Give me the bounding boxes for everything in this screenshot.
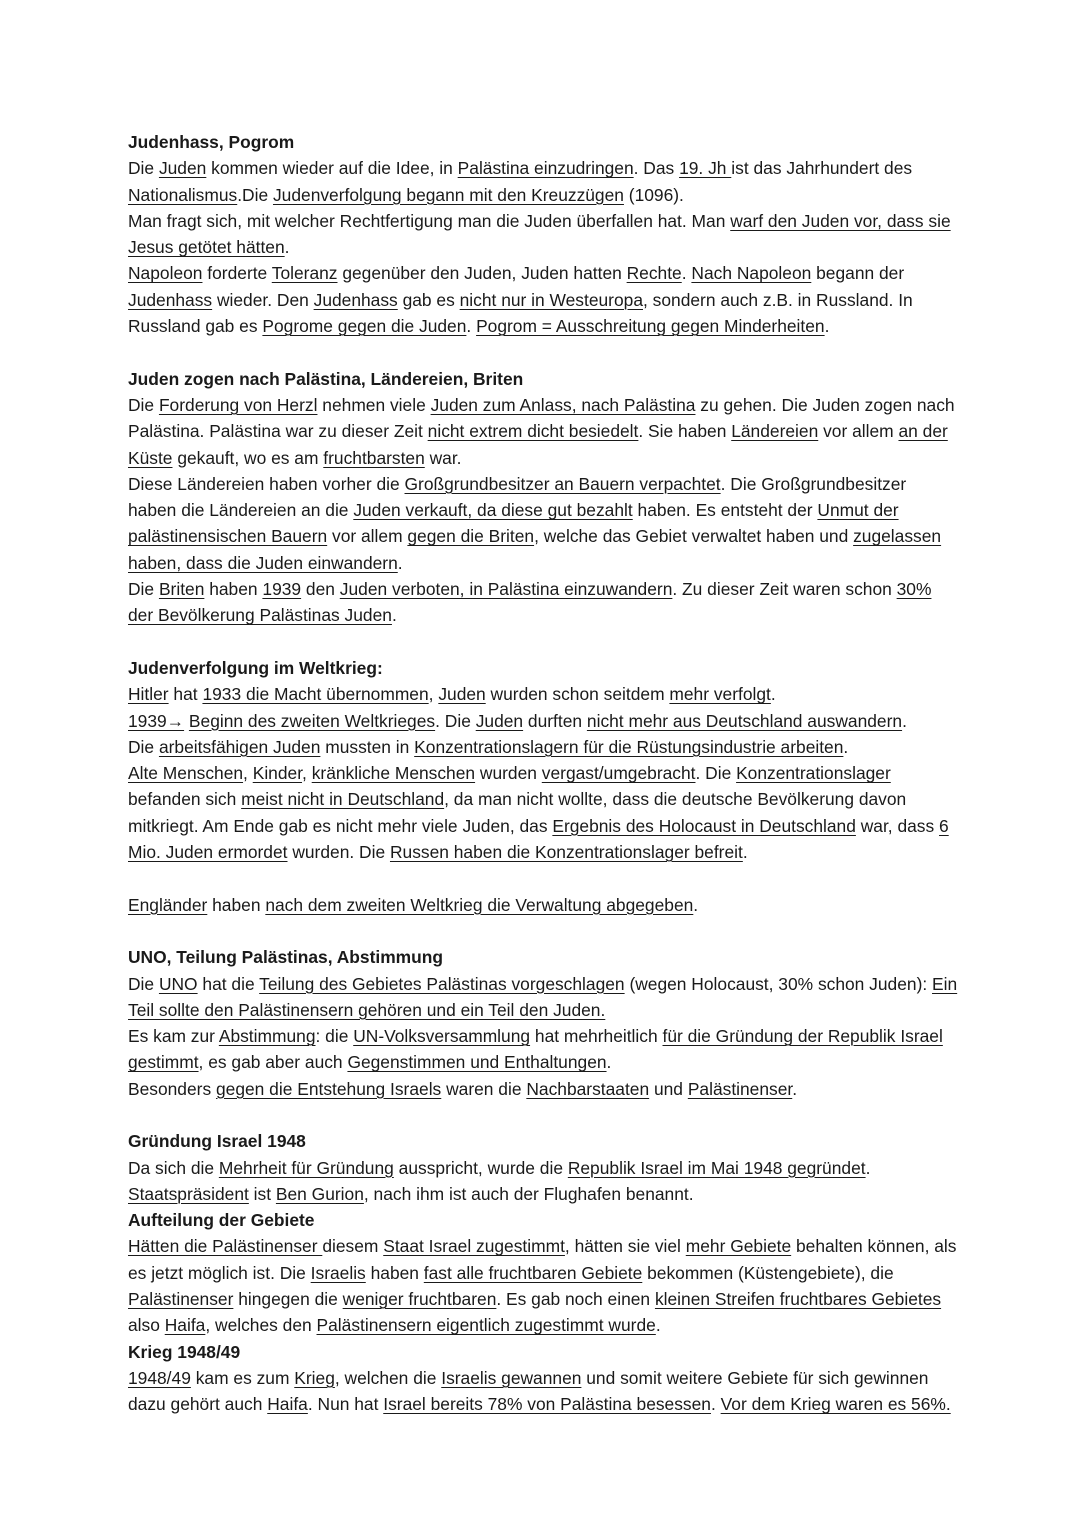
underlined-text: Israel bereits 78% von Palästina besessen <box>383 1394 711 1415</box>
section-3 <box>128 892 958 918</box>
text-run: hingegen die <box>233 1289 343 1310</box>
text-run: Man fragt sich, mit welcher Rechtfertigung man die Juden überfallen hat. Man <box>128 210 731 231</box>
text-run: . Das <box>633 158 680 179</box>
paragraph <box>128 708 958 734</box>
text-run: . <box>397 552 403 573</box>
text-run: Diese Ländereien haben vorher die <box>128 473 405 494</box>
underlined-text: kränkliche Menschen <box>311 763 476 784</box>
text-run: wurden. Die <box>287 842 390 863</box>
underlined-text: Nationalismus <box>128 184 238 205</box>
underlined-text: Staat Israel zugestimmt <box>383 1236 565 1257</box>
text-run: .Die <box>237 184 273 205</box>
paragraph <box>128 1155 958 1181</box>
text-run: und somit weitere Gebiete für sich gewinnen dazu gehört auch <box>128 1367 929 1415</box>
text-run: Besonders <box>128 1078 216 1099</box>
text-run: . <box>606 1052 612 1073</box>
text-run: . <box>865 1157 871 1178</box>
text-run: war, dass <box>855 815 940 836</box>
section-heading: Krieg 1948/49 <box>128 1341 241 1362</box>
underlined-text: gegen die Briten <box>407 526 535 547</box>
text-run: begann der <box>811 263 905 284</box>
paragraph <box>128 1181 958 1207</box>
text-run: (1096). <box>623 184 684 205</box>
paragraph <box>128 760 958 865</box>
text-run: durften <box>523 710 587 731</box>
text-run: haben. Es entsteht der <box>632 500 818 521</box>
underlined-text: Israelis gewannen <box>441 1367 582 1388</box>
underlined-text: Ländereien <box>731 421 819 442</box>
underlined-text: kleinen Streifen fruchtbares Gebietes <box>654 1289 942 1310</box>
text-run: haben <box>207 894 266 915</box>
text-run: wurden schon seitdem <box>485 684 670 705</box>
underlined-text: meist nicht in Deutschland <box>241 789 445 810</box>
text-run: behalten können, als es jetzt möglich ist. Die <box>128 1236 957 1283</box>
underlined-text: UN-Volksversammlung <box>353 1026 531 1047</box>
text-run: waren die <box>441 1078 527 1099</box>
underlined-text: Juden <box>475 710 524 731</box>
text-run: . <box>284 237 290 258</box>
underlined-text: 1939 <box>262 579 302 600</box>
text-run: (wegen Holocaust, 30% schon Juden): <box>624 973 933 994</box>
text-run: ausspricht, wurde die <box>393 1157 568 1178</box>
text-run: forderte <box>202 263 272 284</box>
paragraph <box>128 471 958 576</box>
paragraph <box>128 734 958 760</box>
underlined-text: Staatspräsident <box>128 1183 249 1204</box>
underlined-text: Judenverfolgung begann mit den Kreuzzügen <box>272 184 624 205</box>
paragraph <box>128 1233 958 1338</box>
text-run: : die <box>315 1026 354 1047</box>
underlined-text: Palästina einzudringen <box>457 158 634 179</box>
underlined-text: Hitler <box>128 684 169 705</box>
section-heading: Juden zogen nach Palästina, Ländereien, Briten <box>128 368 524 389</box>
text-run: Die <box>128 394 159 415</box>
text-run: , <box>243 763 253 784</box>
section-1 <box>128 366 958 629</box>
text-run: . Die <box>435 710 476 731</box>
text-run: kommen wieder auf die Idee, in <box>206 158 458 179</box>
text-run: ist <box>248 1183 276 1204</box>
section-6 <box>128 1207 958 1338</box>
underlined-text: 1948/49 <box>128 1367 191 1388</box>
text-run: . <box>770 684 776 705</box>
text-run: und <box>649 1078 688 1099</box>
underlined-text: Vor dem Krieg waren es 56%. <box>720 1394 951 1415</box>
underlined-text: Haifa <box>164 1315 206 1336</box>
underlined-text: mehr Gebiete <box>685 1236 792 1257</box>
underlined-text: arbeitsfähigen Juden <box>158 736 321 757</box>
text-run: nehmen viele <box>317 394 431 415</box>
underlined-text: nach dem zweiten Weltkrieg die Verwaltung abgegeben <box>265 894 694 915</box>
document-page <box>128 129 958 1418</box>
underlined-text: Ein Teil sollte den Palästinensern gehören und ein Teil den Juden. <box>128 973 958 1020</box>
section-2 <box>128 655 958 865</box>
underlined-text: warf den Juden vor, dass sie Jesus getötet hätten <box>128 210 951 258</box>
underlined-text: Pogrome gegen die Juden <box>262 316 467 337</box>
underlined-text: Toleranz <box>271 263 338 284</box>
section-heading: Gründung Israel 1948 <box>128 1131 306 1152</box>
text-run: vor allem <box>327 526 408 547</box>
underlined-text: fast alle fruchtbaren Gebiete <box>423 1262 643 1283</box>
text-run: . Es gab noch einen <box>496 1289 655 1310</box>
text-run: , nach ihm ist auch der Flughafen benannt. <box>363 1183 694 1204</box>
underlined-text: Judenhass <box>128 289 213 310</box>
text-run: wieder. Den <box>212 289 314 310</box>
section-heading: Judenverfolgung im Weltkrieg: <box>128 657 383 678</box>
underlined-text: Juden zum Anlass, nach Palästina <box>430 394 696 415</box>
paragraph <box>128 155 958 208</box>
text-run: also <box>128 1315 165 1336</box>
underlined-text: Mehrheit für Gründung <box>218 1157 394 1178</box>
text-run: , hätten sie viel <box>564 1236 686 1257</box>
text-run: haben <box>365 1262 424 1283</box>
text-run: . Die Großgrundbesitzer haben die Ländereien an die <box>128 473 907 521</box>
underlined-text: nicht extrem dicht besiedelt <box>427 421 639 442</box>
underlined-text: Beginn des zweiten Weltkrieges <box>188 710 436 731</box>
text-run: . <box>391 605 397 626</box>
underlined-text: Juden verboten, in Palästina einzuwandern <box>339 579 673 600</box>
underlined-text: für die Gründung der Republik Israel gestimmt <box>128 1026 943 1073</box>
text-run: ist das Jahrhundert des <box>731 158 913 179</box>
underlined-text: Krieg <box>294 1367 335 1388</box>
text-run: . Nun hat <box>307 1394 384 1415</box>
text-run: , <box>302 763 312 784</box>
section-heading: Judenhass, Pogrom <box>128 132 295 152</box>
paragraph <box>128 1076 958 1102</box>
text-run: . <box>792 1078 798 1099</box>
underlined-text: Juden verkauft, da diese gut bezahlt <box>353 500 633 521</box>
text-run: , da man nicht wollte, dass die deutsche Bevölkerung davon mitkriegt. Am Ende gab es nicht mehr viele Juden, das <box>128 789 907 836</box>
section-heading: UNO, Teilung Palästinas, Abstimmung <box>128 947 444 968</box>
underlined-text: vergast/umgebracht <box>541 763 696 784</box>
underlined-text: Kinder <box>252 763 303 784</box>
underlined-text: Ben Gurion <box>275 1183 364 1204</box>
underlined-text: an der Küste <box>128 421 948 468</box>
underlined-text: Alte Menschen <box>128 763 244 784</box>
text-run: . Die <box>695 763 737 784</box>
paragraph <box>128 260 958 339</box>
text-run: den <box>301 579 340 600</box>
text-run: . <box>681 263 692 284</box>
paragraph <box>128 1023 958 1076</box>
text-run: war. <box>424 447 462 468</box>
underlined-text: Konzentrationslager <box>736 763 891 784</box>
underlined-text: Hätten die Palästinenser <box>128 1236 323 1257</box>
paragraph <box>128 892 958 918</box>
text-run: hat mehrheitlich <box>530 1026 663 1047</box>
underlined-text: Großgrundbesitzer an Bauern verpachtet <box>404 473 721 494</box>
underlined-text: nicht mehr aus Deutschland auswandern <box>586 710 903 731</box>
underlined-text: Palästinenser <box>128 1289 234 1310</box>
paragraph <box>128 392 958 471</box>
section-7 <box>128 1339 958 1418</box>
text-run: , <box>428 684 439 705</box>
underlined-text: Juden <box>158 158 207 179</box>
text-run: bekommen (Küstengebiete), die <box>642 1262 894 1283</box>
underlined-text: Nachbarstaaten <box>526 1078 650 1099</box>
text-run: , welchen die <box>334 1367 442 1388</box>
paragraph <box>128 208 958 261</box>
text-run: vor allem <box>818 421 899 442</box>
text-run: . <box>902 710 907 731</box>
underlined-text: nicht nur in Westeuropa <box>459 289 643 310</box>
underlined-text: 30% der Bevölkerung Palästinas Juden <box>128 579 932 626</box>
text-run: diesem <box>322 1236 384 1257</box>
text-run: Die <box>128 973 159 994</box>
text-run: zu gehen. Die Juden zogen nach Palästina. Palästina war zu dieser Zeit <box>128 394 955 442</box>
paragraph <box>128 681 958 707</box>
underlined-text: Engländer <box>128 894 208 915</box>
text-run: . <box>655 1315 661 1336</box>
text-run: , welche das Gebiet verwaltet haben und <box>534 526 854 547</box>
underlined-text: Russen haben die Konzentrationslager befreit <box>389 842 743 863</box>
underlined-text: fruchtbarsten <box>323 447 425 468</box>
underlined-text: Nach Napoleon <box>691 263 812 284</box>
text-run: , welches den <box>205 1315 317 1336</box>
text-run: kam es zum <box>190 1367 295 1388</box>
text-run: gekauft, wo es am <box>172 447 324 468</box>
underlined-text: Haifa <box>267 1394 308 1415</box>
text-run: hat <box>168 684 203 705</box>
text-run: . <box>710 1394 721 1415</box>
text-run: gegenüber den Juden, Juden hatten <box>337 263 627 284</box>
underlined-text: Pogrom = Ausschreitung gegen Minderheiten <box>476 316 825 337</box>
text-run: Die <box>128 158 159 179</box>
underlined-text: Rechte <box>626 263 682 284</box>
underlined-text: Teilung des Gebietes Palästinas vorgeschlagen <box>259 973 625 994</box>
underlined-text: Konzentrationslagern für die Rüstungsindustrie arbeiten <box>414 736 844 757</box>
underlined-text: Forderung von Herzl <box>158 394 318 415</box>
underlined-text: Palästinensern eigentlich zugestimmt wurde <box>316 1315 656 1336</box>
section-heading: Aufteilung der Gebiete <box>128 1210 315 1231</box>
underlined-text: weniger fruchtbaren <box>342 1289 497 1310</box>
text-run: . <box>466 316 477 337</box>
section-5 <box>128 1128 958 1207</box>
underlined-text: gegen die Entstehung Israels <box>215 1078 442 1099</box>
underlined-text: Judenhass <box>313 289 398 310</box>
text-run: Die <box>128 736 159 757</box>
underlined-text: mehr verfolgt <box>669 684 771 705</box>
text-run: . <box>693 894 699 915</box>
section-0 <box>128 129 958 339</box>
text-run: . <box>843 736 849 757</box>
paragraph <box>128 1365 958 1418</box>
text-run: . Sie haben <box>638 421 732 442</box>
underlined-text: Gegenstimmen und Enthaltungen <box>347 1052 607 1073</box>
underlined-text: Juden <box>438 684 486 705</box>
text-run: wurden <box>475 763 542 784</box>
underlined-text: Unmut der palästinensischen Bauern <box>128 500 899 547</box>
text-run: gab es <box>397 289 460 310</box>
text-run: , sondern auch z.B. in Russland. In Russland gab es <box>128 289 913 337</box>
underlined-text: Israelis <box>310 1262 366 1283</box>
underlined-text: Ergebnis des Holocaust in Deutschland <box>552 815 856 836</box>
underlined-text: 19. Jh <box>679 158 732 179</box>
text-run: Die <box>128 579 159 600</box>
text-run: . Zu dieser Zeit waren schon <box>672 579 897 600</box>
underlined-text: Abstimmung <box>218 1026 316 1047</box>
underlined-text: UNO <box>158 973 198 994</box>
section-4 <box>128 944 958 1102</box>
underlined-text: Briten <box>158 579 205 600</box>
underlined-text: 1933 die Macht übernommen <box>202 684 429 705</box>
text-run: mussten in <box>320 736 415 757</box>
paragraph <box>128 576 958 629</box>
text-run: hat die <box>197 973 260 994</box>
text-run: , es gab aber auch <box>198 1052 348 1073</box>
underlined-text: 1939→ <box>128 710 185 731</box>
underlined-text: Republik Israel im Mai 1948 gegründet <box>567 1157 866 1178</box>
text-run: Da sich die <box>128 1157 219 1178</box>
underlined-text: 6 Mio. Juden ermordet <box>128 815 949 863</box>
underlined-text: zugelassen haben, dass die Juden einwandern <box>128 526 942 573</box>
underlined-text: Palästinenser <box>687 1078 793 1099</box>
text-run: . <box>824 316 830 337</box>
text-run: befanden sich <box>128 789 242 810</box>
text-run: haben <box>204 579 263 600</box>
text-run: . <box>742 842 748 863</box>
text-run: Es kam zur <box>128 1026 219 1047</box>
paragraph <box>128 971 958 1024</box>
underlined-text: Napoleon <box>128 263 203 284</box>
